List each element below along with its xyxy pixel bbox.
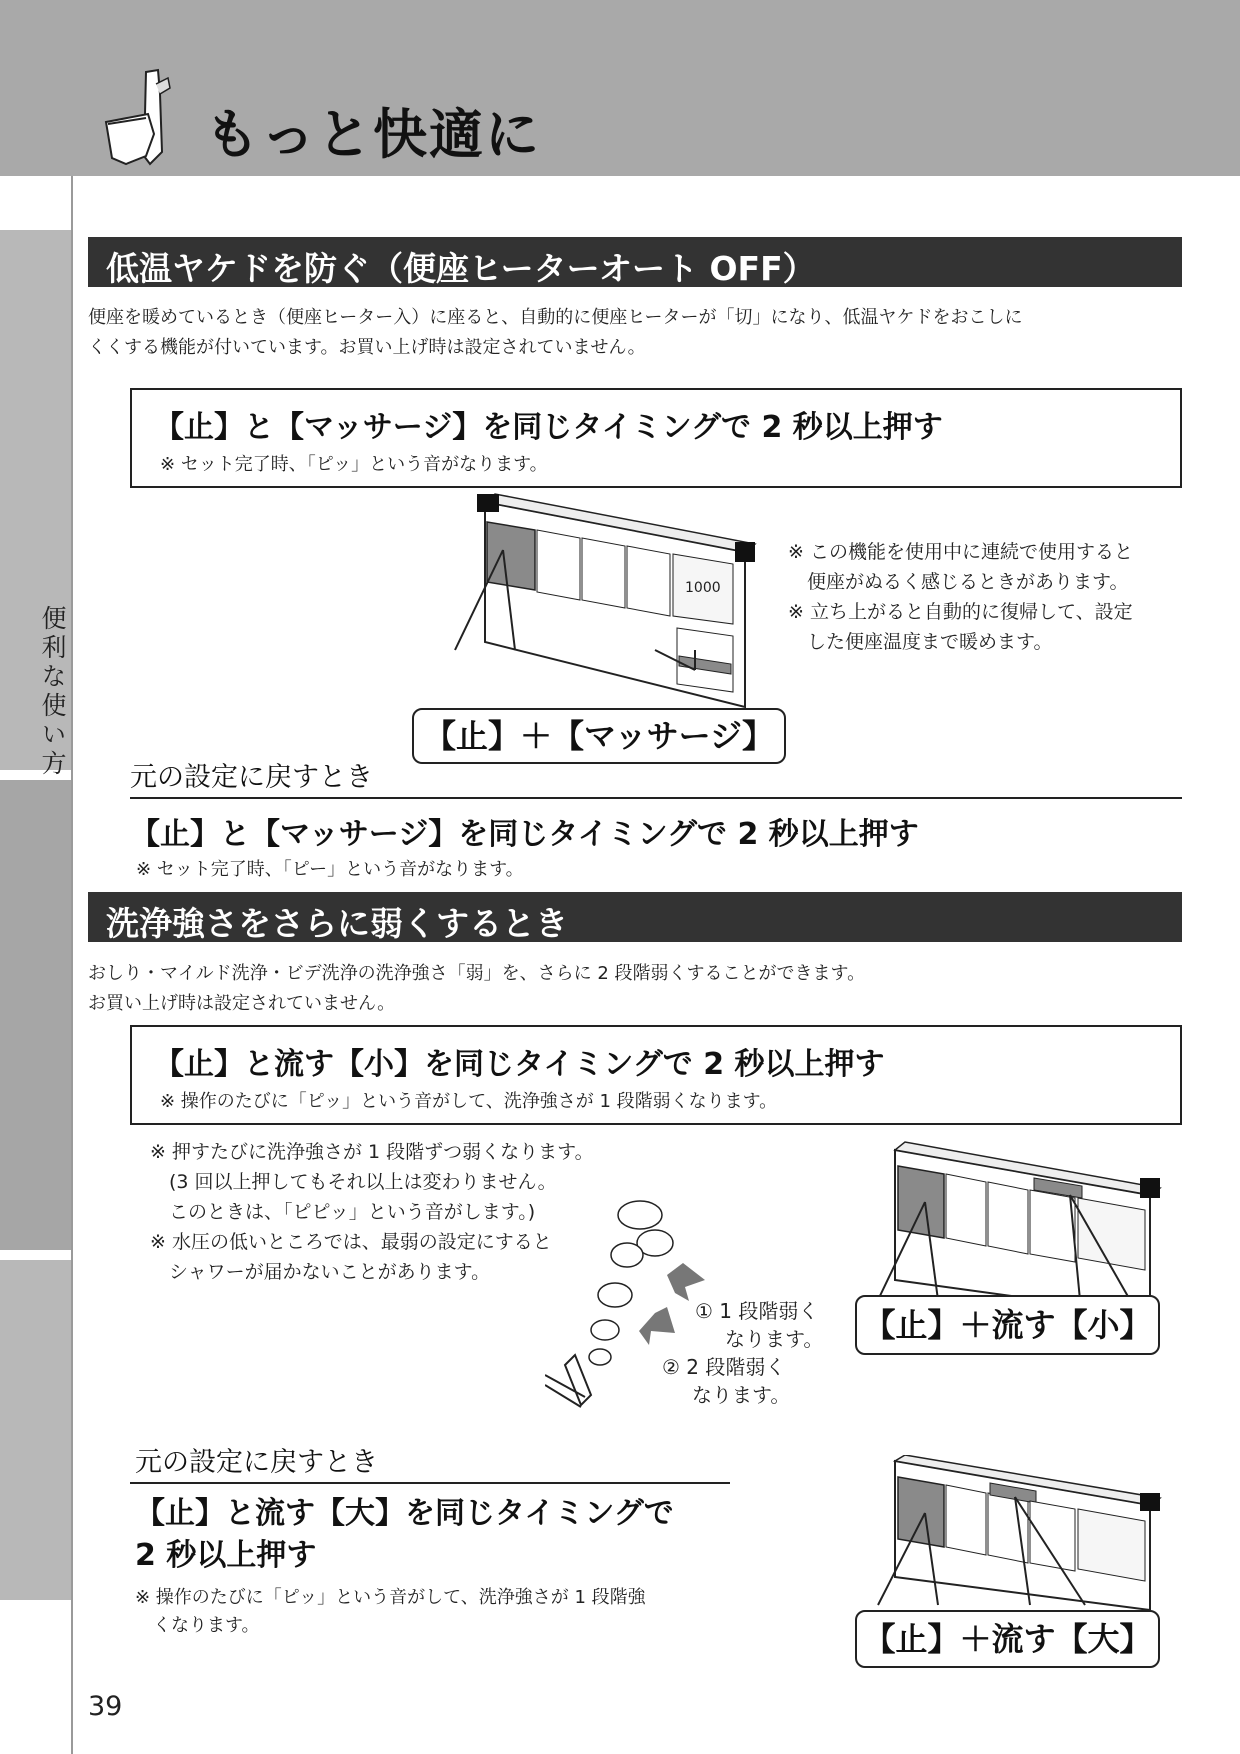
remote-panel-illustration bbox=[850, 1455, 1190, 1615]
note-line: ※ 水圧の低いところでは、最弱の設定にすると bbox=[150, 1231, 552, 1253]
reset-note bbox=[135, 1584, 646, 1640]
reset-instruction: 【止】と【マッサージ】を同じタイミングで 2 秒以上押す bbox=[130, 817, 919, 852]
divider bbox=[130, 1482, 730, 1484]
step-line: なります。 bbox=[725, 1327, 824, 1351]
step-2-label bbox=[662, 1353, 790, 1409]
note-line: ※ 操作のたびに「ピッ」という音がして、洗浄強さが 1 段階強 bbox=[135, 1587, 646, 1608]
description-line: お買い上げ時は設定されていません。 bbox=[88, 993, 396, 1014]
page-title: もっと快適に bbox=[205, 103, 541, 166]
panel-end-cap bbox=[1140, 1178, 1160, 1198]
panel-end-cap bbox=[477, 494, 499, 512]
note-line: くなります。 bbox=[135, 1615, 260, 1636]
note-line: した便座温度まで暖めます。 bbox=[788, 631, 1053, 653]
reset-heading: 元の設定に戻すとき bbox=[135, 1447, 378, 1478]
step-1-label bbox=[695, 1297, 823, 1353]
reset-heading: 元の設定に戻すとき bbox=[130, 762, 373, 793]
section-title-bar: 低温ヤケドを防ぐ（便座ヒーターオート OFF） bbox=[88, 237, 1182, 287]
step-line: なります。 bbox=[692, 1383, 791, 1407]
section-description bbox=[88, 959, 1188, 1019]
description-line: 便座を暖めているとき（便座ヒーター入）に座ると、自動的に便座ヒーターが「切」になり、低温ヤケドをおこしに bbox=[88, 307, 1023, 328]
callout-stop-massage: 【止】＋【マッサージ】 bbox=[412, 708, 786, 764]
instruction-line: 【止】と流す【大】を同じタイミングで bbox=[135, 1496, 674, 1531]
side-tab-label: 便利な使い方 bbox=[38, 605, 67, 779]
stop-button bbox=[898, 1477, 944, 1547]
note-line: このときは、「ピピッ」という音がします。) bbox=[150, 1201, 536, 1223]
side-notes bbox=[788, 537, 1133, 657]
panel-end-cap bbox=[735, 542, 755, 562]
step-line: ② 2 段階弱く bbox=[662, 1355, 786, 1379]
stop-button bbox=[898, 1166, 944, 1238]
instruction-box bbox=[130, 388, 1182, 488]
arrow-icon bbox=[639, 1307, 675, 1345]
instruction-heading: 【止】と流す【小】を同じタイミングで 2 秒以上押す bbox=[154, 1047, 885, 1082]
section-description bbox=[88, 303, 1188, 363]
instruction-box bbox=[130, 1025, 1182, 1125]
reset-note: ※ セット完了時、「ピー」という音がなります。 bbox=[136, 859, 524, 880]
description-line: くくする機能が付いています。お買い上げ時は設定されていません。 bbox=[88, 337, 646, 358]
remote-panel-illustration bbox=[395, 492, 795, 727]
note-line: ※ 押すたびに洗浄強さが 1 段階ずつ弱くなります。 bbox=[150, 1141, 594, 1163]
side-tab-light-2 bbox=[0, 1260, 71, 1600]
remote-panel-illustration bbox=[850, 1140, 1190, 1320]
side-notes bbox=[150, 1137, 594, 1287]
toilet-icon bbox=[100, 64, 182, 174]
instruction-note: ※ 操作のたびに「ピッ」という音がして、洗浄強さが 1 段階弱くなります。 bbox=[160, 1091, 778, 1112]
note-line: ※ 立ち上がると自動的に復帰して、設定 bbox=[788, 601, 1133, 623]
panel-display-value: 1000 bbox=[685, 580, 721, 596]
page-header bbox=[0, 0, 1240, 176]
side-tab-active bbox=[0, 780, 71, 1250]
callout-stop-flush-large: 【止】＋流す【大】 bbox=[855, 1610, 1160, 1668]
note-line: (3 回以上押してもそれ以上は変わりません。 bbox=[150, 1171, 557, 1193]
callout-stop-flush-small: 【止】＋流す【小】 bbox=[855, 1295, 1160, 1355]
reset-instruction bbox=[135, 1493, 674, 1577]
step-line: ① 1 段階弱く bbox=[695, 1299, 819, 1323]
panel-end-cap bbox=[1140, 1493, 1160, 1511]
divider bbox=[130, 797, 1182, 799]
section-title-bar: 洗浄強さをさらに弱くするとき bbox=[88, 892, 1182, 942]
arrow-icon bbox=[667, 1263, 705, 1301]
instruction-note: ※ セット完了時、「ピッ」という音がなります。 bbox=[160, 454, 548, 475]
margin-divider bbox=[71, 176, 73, 1754]
note-line: ※ この機能を使用中に連続で使用すると bbox=[788, 541, 1133, 563]
instruction-heading: 【止】と【マッサージ】を同じタイミングで 2 秒以上押す bbox=[154, 410, 943, 445]
note-line: 便座がぬるく感じるときがあります。 bbox=[788, 571, 1129, 593]
instruction-line: 2 秒以上押す bbox=[135, 1538, 317, 1573]
page-number: 39 bbox=[88, 1691, 123, 1722]
note-line: シャワーが届かないことがあります。 bbox=[150, 1261, 491, 1283]
stop-button bbox=[487, 522, 535, 590]
description-line: おしり・マイルド洗浄・ビデ洗浄の洗浄強さ「弱」を、さらに 2 段階弱くすることができます。 bbox=[88, 963, 866, 984]
